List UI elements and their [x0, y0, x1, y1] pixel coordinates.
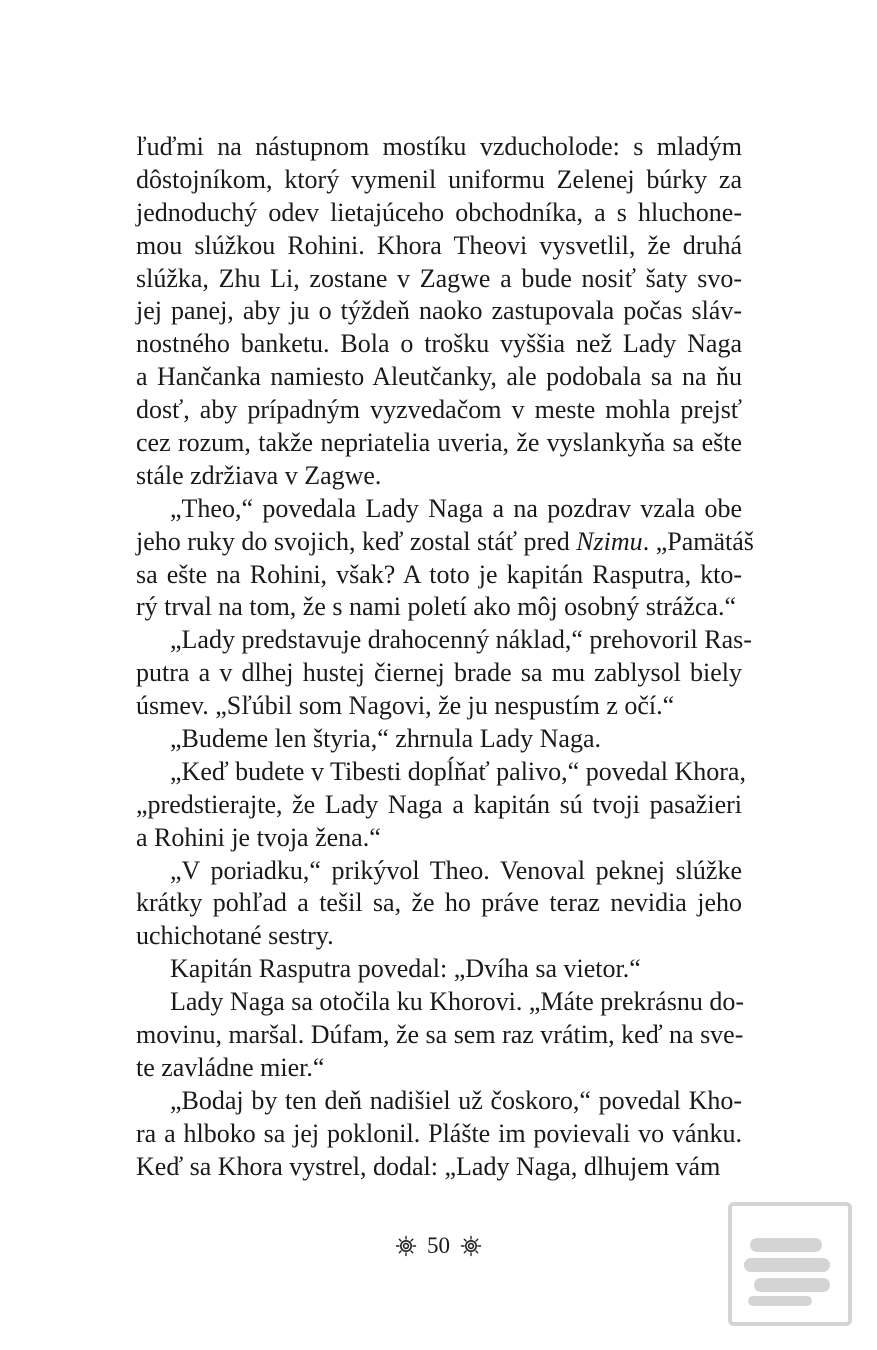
text-line: „Budeme len štyria,“ zhrnula Lady Naga. [170, 724, 601, 754]
text-line: úsmev. „Sľúbil som Nagovi, že ju nespustím z očí.“ [136, 691, 675, 721]
text-line: Kapitán Rasputra povedal: „Dvíha sa vietor.“ [170, 954, 641, 984]
text-line: ľuďmi na nástupnom mostíku vzducholode: s mladým [136, 132, 742, 161]
text-line: a Hančanka namiesto Aleutčanky, ale podobala sa na ňu [136, 362, 742, 392]
text-line: „predstierajte, že Lady Naga a kapitán sú tvoji pasažieri [136, 789, 742, 819]
paragraph [136, 493, 754, 625]
page-number: 50 [427, 1233, 450, 1258]
paragraph [136, 953, 742, 986]
paragraph [136, 855, 742, 954]
text-line: nostného banketu. Bola o trošku vyššia než Lady Naga [136, 329, 742, 359]
body-text [136, 131, 754, 1184]
text-line: „Bodaj by ten deň nadišiel už čoskoro,“ povedal Kho- [170, 1085, 742, 1115]
text-line: „Theo,“ povedala Lady Naga a na pozdrav vzala obe [170, 493, 742, 523]
text-line: sa ešte na Rohini, však? A toto je kapitán Rasputra, kto- [136, 559, 742, 589]
text-line: ra a hlboko sa jej poklonil. Plášte im povievali vo vánku. [136, 1118, 742, 1148]
airship-name: Nzimu [576, 526, 643, 556]
text-line: krátky pohľad a tešil sa, že ho práve teraz nevidia jeho [136, 888, 742, 918]
text-line: jeho ruky do svojich, keď zostal stáť pred Nzimu. „Pamätáš [136, 526, 754, 556]
sun-ornament-icon [395, 1235, 417, 1257]
paragraph [136, 131, 742, 493]
text-line: rý trval na tom, že s nami poletí ako môj osobný strážca.“ [136, 592, 736, 622]
text-line: uchichotané sestry. [136, 921, 334, 951]
book-stack-icon [728, 1202, 852, 1326]
paragraph [136, 624, 752, 723]
text-line: movinu, maršal. Dúfam, že sa sem raz vrátim, keď na sve- [136, 1020, 744, 1050]
text-line: mou slúžkou Rohini. Khora Theovi vysvetlil, že druhá [136, 230, 742, 260]
text-line: dosť, aby prípadným vyzvedačom v meste mohla prejsť [136, 395, 742, 425]
text-line: te zavládne mier.“ [136, 1052, 325, 1082]
text-line: slúžka, Zhu Li, zostane v Zagwe a bude nosiť šaty svo- [136, 263, 742, 293]
paragraph [136, 986, 742, 1085]
text-line: Keď sa Khora vystrel, dodal: „Lady Naga, dlhujem vám [136, 1151, 721, 1181]
text-line: dôstojníkom, ktorý vymenil uniformu Zelenej búrky za [136, 164, 742, 194]
text-line: cez rozum, takže nepriatelia uveria, že vyslankyňa sa ešte [136, 428, 742, 458]
sun-ornament-icon [460, 1235, 482, 1257]
text-line: „V poriadku,“ prikývol Theo. Venoval peknej slúžke [170, 855, 742, 885]
text-line: jednoduchý odev lietajúceho obchodníka, a s hluchone- [136, 197, 742, 227]
text-line: putra a v dlhej hustej čiernej brade sa mu zablysol biely [136, 658, 742, 688]
paragraph [136, 723, 742, 756]
paragraph [136, 756, 746, 855]
text-line: jej panej, aby ju o týždeň naoko zastupovala počas sláv- [136, 296, 742, 326]
paragraph [136, 1085, 742, 1184]
text-line: „Keď budete v Tibesti dopĺňať palivo,“ povedal Khora, [170, 756, 746, 786]
text-line: „Lady predstavuje drahocenný náklad,“ prehovoril Ras- [170, 625, 752, 655]
text-line: Lady Naga sa otočila ku Khorovi. „Máte prekrásnu do- [170, 987, 744, 1017]
text-line: stále zdržiava v Zagwe. [136, 460, 382, 490]
text-line: a Rohini je tvoja žena.“ [136, 822, 381, 852]
